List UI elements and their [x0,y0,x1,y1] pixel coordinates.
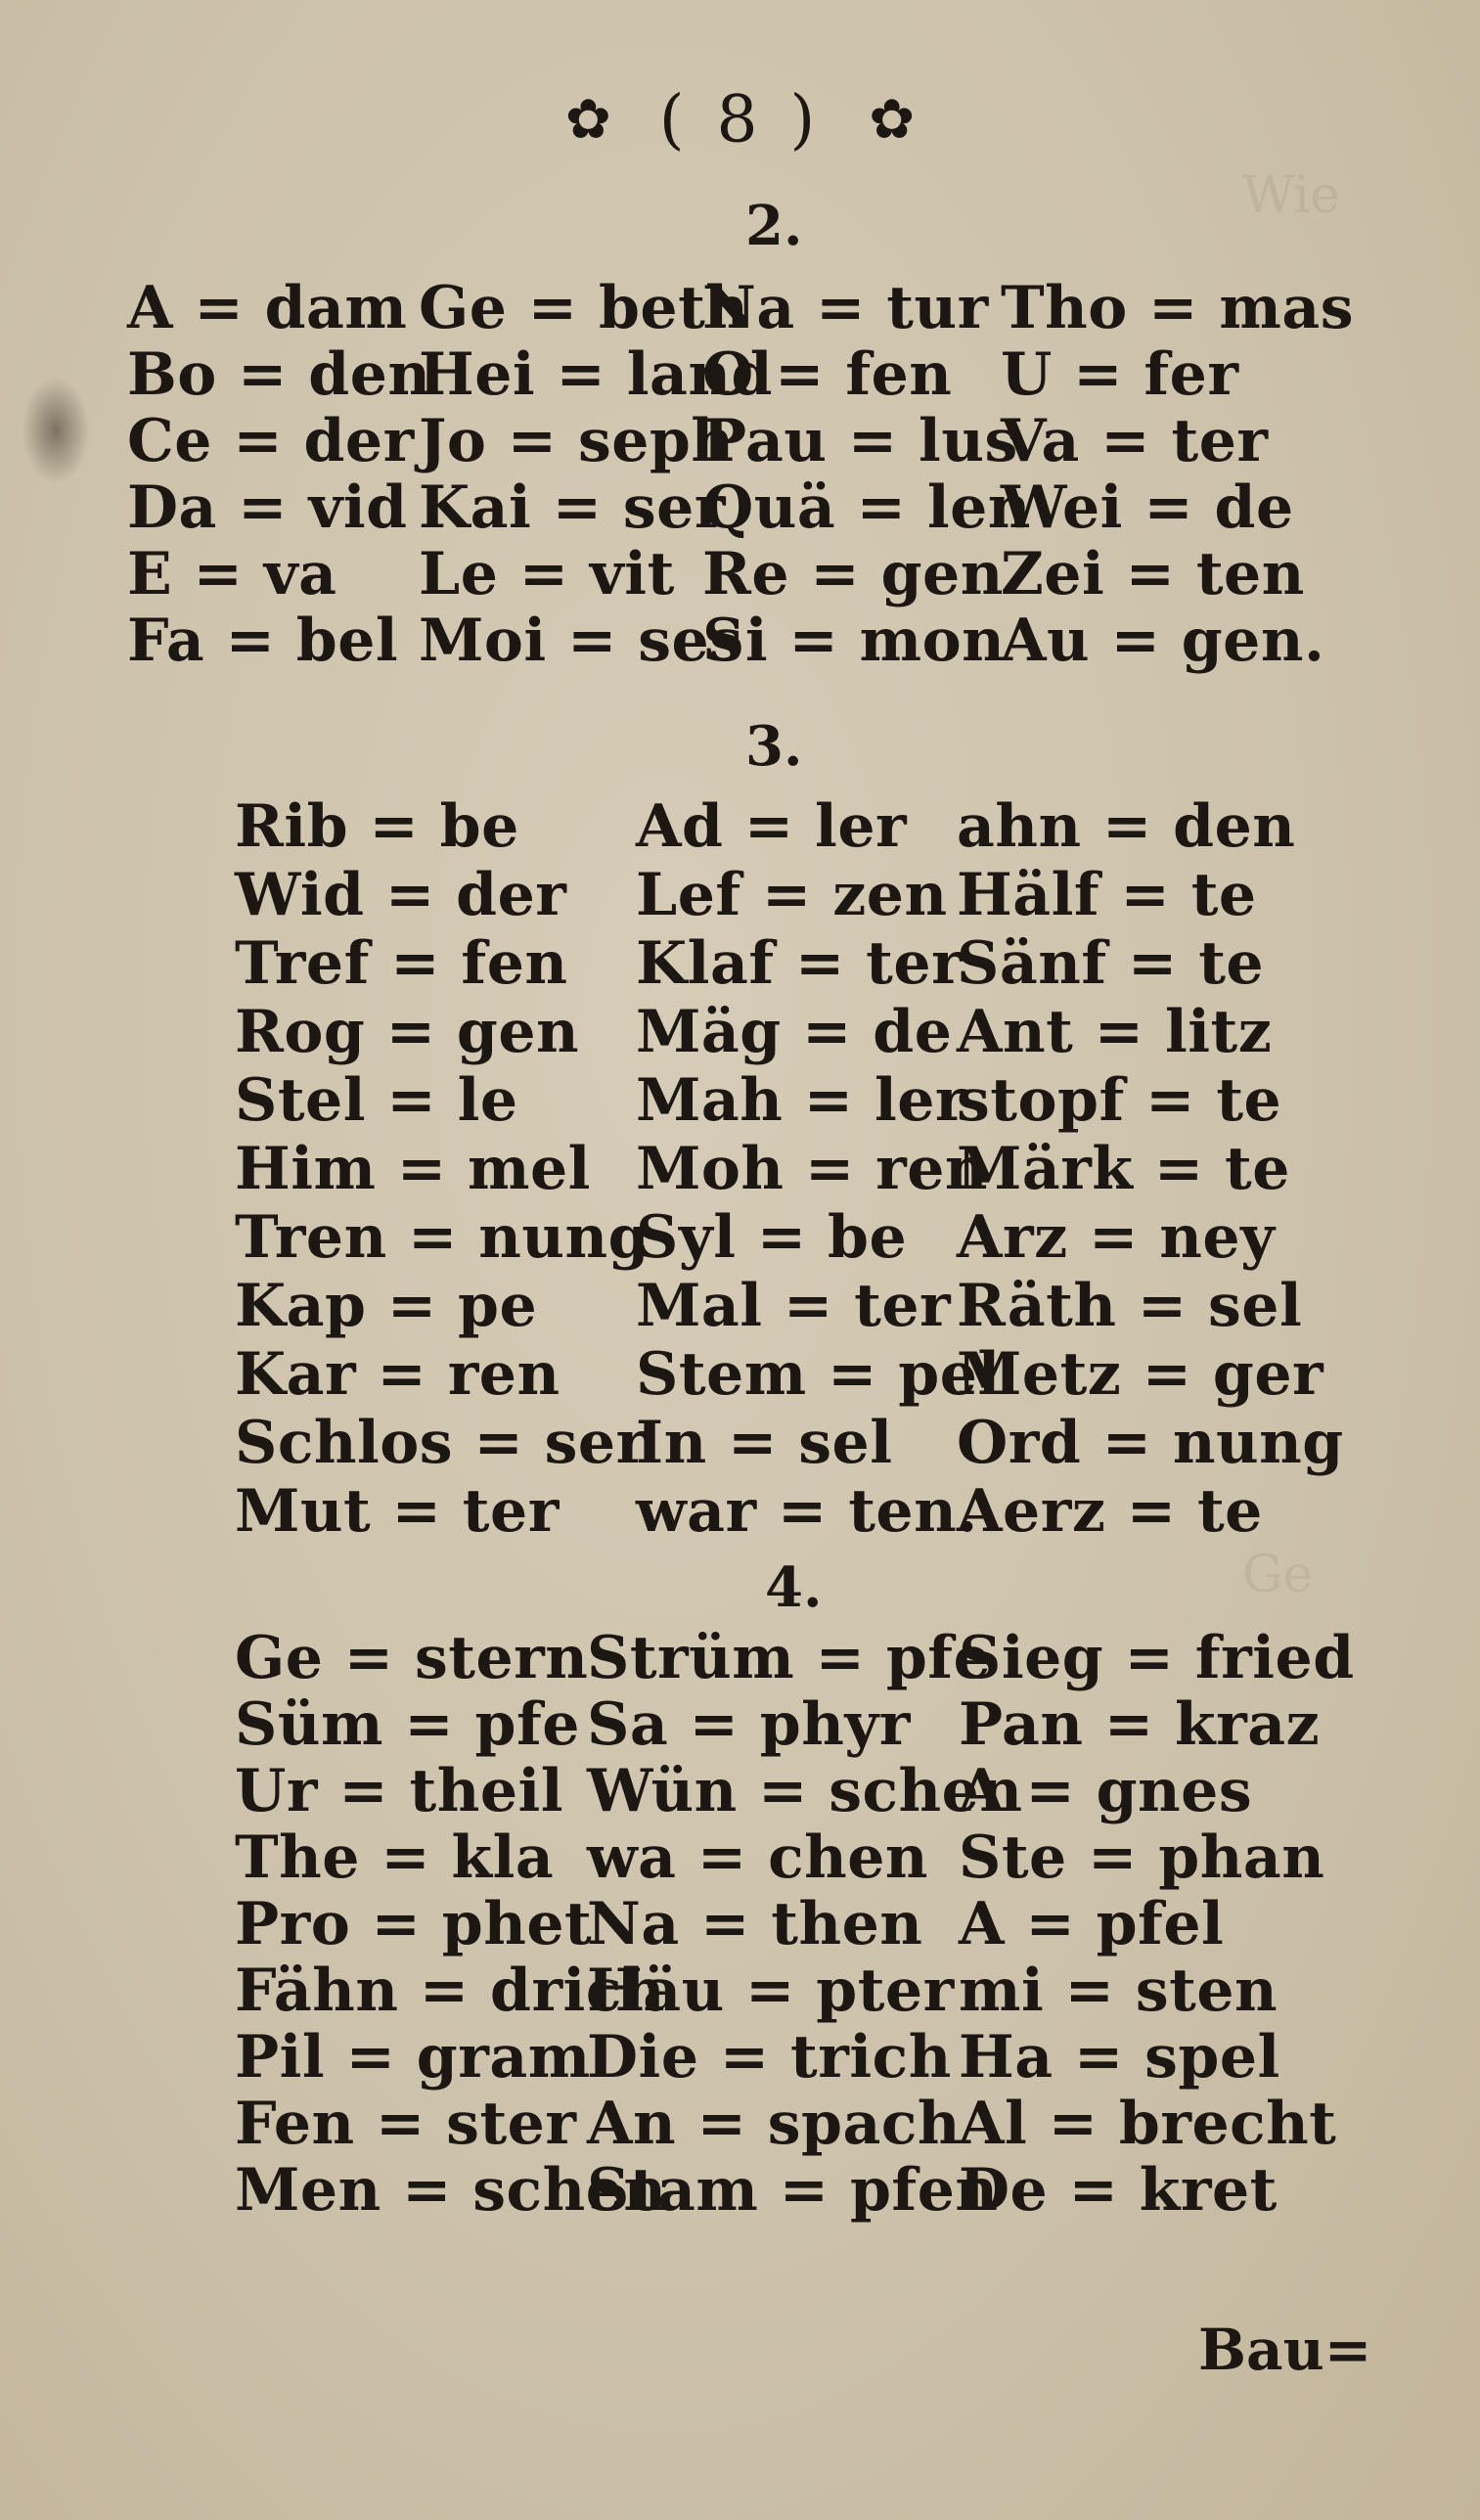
syllable-word: Pro = phet [235,1890,593,1958]
syllable-word: Men = schen [235,2156,667,2225]
syllable-word: Va = ter [1001,407,1269,475]
syllable-word: Wei = de [1001,473,1294,542]
syllable-word: stopf = te [957,1066,1282,1135]
syllable-word: Al = brecht [959,2090,1337,2158]
syllable-word: The = kla [235,1823,555,1892]
syllable-word: Sa = phyr [587,1690,911,1759]
syllable-word: wa = chen [587,1823,929,1892]
syllable-word: Die = trich [587,2023,952,2092]
section-number: 2. [745,194,803,258]
syllable-word: Tho = mas [1001,274,1354,342]
syllable-word: Na = then [587,1890,923,1958]
syllable-word: Pil = gram [235,2023,591,2092]
syllable-word: Ste = phan [959,1823,1325,1892]
syllable-word: Na = tur [702,274,989,342]
syllable-word: Mäg = de [636,998,953,1066]
syllable-word: Kar = ren [235,1340,561,1409]
page-number: ( 8 ) [658,81,822,158]
syllable-word: Sänf = te [957,929,1265,998]
syllable-word: Kap = pe [235,1272,538,1340]
syllable-word: Rib = be [235,792,519,861]
syllable-word: Le = vit [419,540,675,608]
syllable-word: Fen = ster [235,2090,577,2158]
syllable-word: Märk = te [957,1135,1290,1203]
syllable-word: Moi = ses [419,607,743,675]
syllable-word: E = va [127,540,337,608]
syllable-word: Syl = be [636,1203,908,1272]
syllable-word: Re = gen [702,540,1004,608]
syllable-word: Rog = gen [235,998,580,1066]
syllable-word: Stem = pel [636,1340,1001,1409]
syllable-word: Lef = zen [636,861,948,929]
syllable-word: De = kret [959,2156,1278,2225]
syllable-word: Tref = fen [235,929,568,998]
syllable-word: In = sel [636,1409,893,1477]
syllable-word: Si = mon [702,607,1006,675]
show-through: Ge [1242,1546,1314,1604]
syllable-word: Wid = der [235,861,567,929]
syllable-word: Bo = den [127,340,431,409]
syllable-word: Him = mel [235,1135,591,1203]
syllable-word: Ge = beth [419,274,749,342]
syllable-word: Ha = spel [959,2023,1280,2092]
syllable-word: mi = sten [959,1957,1278,2025]
section-number: 3. [745,714,803,779]
page-header [0,76,1480,158]
syllable-word: Klaf = ter [636,929,964,998]
syllable-word: Hälf = te [957,861,1257,929]
syllable-word: Jo = seph [419,407,735,475]
ornament-right-icon: ✿ [869,87,916,152]
syllable-word: Tren = nung [235,1203,650,1272]
syllable-word: A = gnes [959,1757,1253,1825]
syllable-word: Pan = kraz [959,1690,1321,1759]
syllable-word: Stam = pfen [587,2156,999,2225]
syllable-word: O = fen [702,340,953,409]
syllable-word: Arz = ney [957,1203,1276,1272]
syllable-word: Ge = stern [235,1624,589,1692]
syllable-word: Ce = der [127,407,415,475]
ink-smudge [22,377,90,484]
syllable-word: war = ten. [636,1477,978,1546]
syllable-word: Fähn = drich [235,1957,666,2025]
syllable-word: Häu = pter [587,1957,955,2025]
syllable-word: Da = vid [127,473,408,542]
syllable-word: A = dam [127,274,408,342]
syllable-word: ahn = den [957,792,1296,861]
syllable-word: Quä = len [702,473,1031,542]
ornament-left-icon: ✿ [564,87,611,152]
syllable-word: Süm = pfe [235,1690,580,1759]
catchword: Bau= [1198,2317,1372,2383]
syllable-word: U = fer [1001,340,1239,409]
syllable-word: Moh = ren [636,1135,989,1203]
syllable-word: A = pfel [959,1890,1225,1958]
section-number: 4. [765,1555,823,1620]
syllable-word: Fa = bel [127,607,399,675]
show-through: Wie [1242,166,1340,225]
syllable-word: Mal = ter [636,1272,952,1340]
syllable-word: Kai = ser [419,473,726,542]
syllable-word: Mut = ter [235,1477,560,1546]
syllable-word: Aerz = te [957,1477,1263,1546]
syllable-word: Mah = ler [636,1066,967,1135]
syllable-word: Metz = ger [957,1340,1324,1409]
syllable-word: Ord = nung [957,1409,1344,1477]
syllable-word: Räth = sel [957,1272,1303,1340]
syllable-word: Zei = ten [1001,540,1305,608]
syllable-word: Ant = litz [957,998,1273,1066]
syllable-word: Wün = schen [587,1757,1023,1825]
syllable-word: Sieg = fried [959,1624,1355,1692]
syllable-word: Schlos = ser [235,1409,648,1477]
syllable-word: Pau = lus [702,407,1018,475]
syllable-word: Strüm = pfe [587,1624,992,1692]
syllable-word: Ur = theil [235,1757,564,1825]
syllable-word: An = spach [587,2090,961,2158]
syllable-word: Ad = ler [636,792,908,861]
syllable-word: Au = gen. [1001,607,1325,675]
syllable-word: Hei = land [419,340,773,409]
syllable-word: Stel = le [235,1066,518,1135]
